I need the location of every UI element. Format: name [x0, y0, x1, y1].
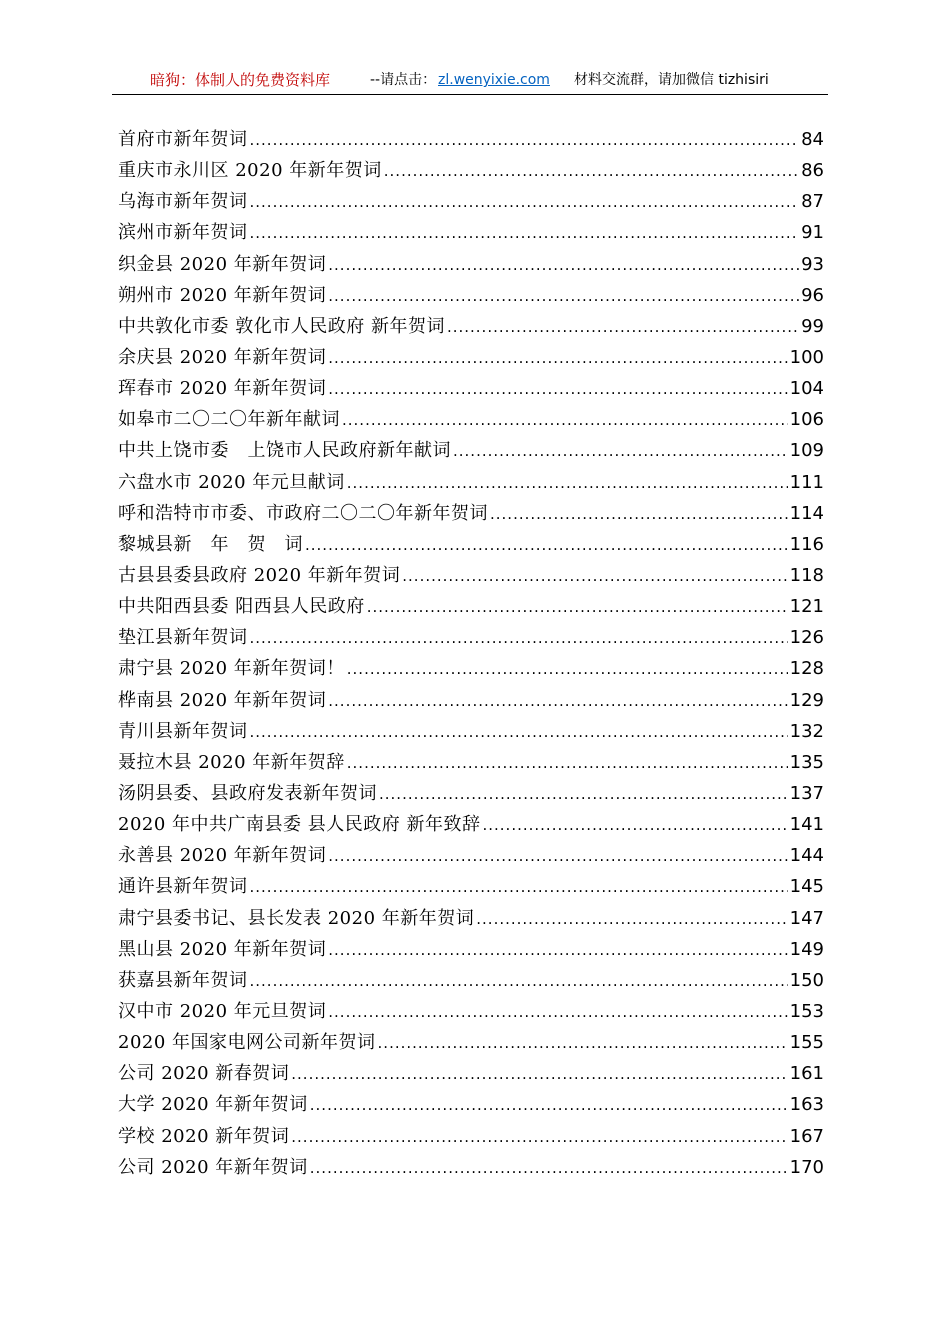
toc-entry-title: 中共敦化市委 敦化市人民政府 新年贺词 — [118, 315, 445, 337]
toc-entry-title: 余庆县 2020 年新年贺词 — [118, 346, 327, 368]
toc-entry-title: 肃宁县 2020 年新年贺词！ — [118, 658, 345, 680]
page-header — [112, 70, 828, 95]
toc-entry-title: 肃宁县委书记、县长发表 2020 年新年贺词 — [118, 907, 475, 929]
toc-leader-dots — [328, 841, 787, 872]
toc-entry[interactable] — [118, 342, 824, 373]
toc-entry[interactable] — [118, 560, 824, 591]
toc-leader-dots — [347, 654, 788, 685]
toc-entry-page-number: 129 — [789, 689, 824, 711]
toc-entry[interactable] — [118, 1089, 824, 1120]
toc-leader-dots — [453, 436, 788, 467]
toc-entry-title: 桦南县 2020 年新年贺词 — [118, 689, 327, 711]
toc-entry-page-number: 86 — [801, 160, 824, 182]
toc-leader-dots — [250, 218, 800, 249]
toc-entry-page-number: 104 — [789, 378, 824, 400]
toc-entry[interactable] — [118, 622, 824, 653]
toc-entry[interactable] — [118, 1152, 824, 1183]
header-site-link[interactable]: zl.wenyixie.com — [438, 72, 550, 88]
toc-entry-page-number: 153 — [789, 1000, 824, 1022]
toc-entry-title: 大学 2020 年新年贺词 — [118, 1094, 308, 1116]
toc-entry-page-number: 128 — [789, 658, 824, 680]
toc-entry-page-number: 111 — [789, 471, 824, 493]
toc-entry-title: 聂拉木县 2020 年新年贺辞 — [118, 751, 345, 773]
toc-entry-page-number: 167 — [789, 1125, 824, 1147]
toc-entry-page-number: 109 — [789, 440, 824, 462]
toc-entry[interactable] — [118, 404, 824, 435]
toc-entry-page-number: 87 — [801, 191, 824, 213]
toc-entry-page-number: 121 — [789, 596, 824, 618]
toc-entry[interactable] — [118, 529, 824, 560]
toc-leader-dots — [250, 872, 788, 903]
toc-entry[interactable] — [118, 186, 824, 217]
toc-entry-title: 青川县新年贺词 — [118, 720, 248, 742]
toc-leader-dots — [291, 1059, 787, 1090]
toc-entry-page-number: 84 — [801, 129, 824, 150]
toc-entry[interactable] — [118, 809, 824, 840]
toc-entry[interactable] — [118, 1121, 824, 1152]
toc-entry-title: 公司 2020 年新年贺词 — [118, 1156, 308, 1178]
toc-entry-page-number: 126 — [789, 627, 824, 649]
toc-leader-dots — [310, 1153, 788, 1184]
toc-leader-dots — [328, 374, 787, 405]
toc-entry[interactable] — [118, 903, 824, 934]
toc-entry[interactable] — [118, 155, 824, 186]
toc-entry-title: 汤阴县委、县政府发表新年贺词 — [118, 782, 377, 804]
toc-leader-dots — [250, 717, 788, 748]
toc-entry-title: 2020 年中共广南县委 县人民政府 新年致辞 — [118, 814, 481, 836]
toc-entry[interactable] — [118, 498, 824, 529]
toc-entry-page-number: 96 — [801, 284, 824, 306]
toc-leader-dots — [250, 966, 788, 997]
toc-entry[interactable] — [118, 1058, 824, 1089]
toc-entry[interactable] — [118, 249, 824, 280]
toc-entry-title: 获嘉县新年贺词 — [118, 969, 248, 991]
toc-leader-dots — [250, 125, 800, 156]
toc-leader-dots — [476, 904, 787, 935]
toc-leader-dots — [328, 250, 799, 281]
toc-entry[interactable] — [118, 280, 824, 311]
toc-leader-dots — [384, 156, 799, 187]
toc-leader-dots — [378, 1028, 788, 1059]
toc-entry-title: 古县县委县政府 2020 年新年贺词 — [118, 564, 401, 586]
toc-entry-title: 汉中市 2020 年元旦贺词 — [118, 1000, 327, 1022]
toc-entry-title: 如皋市二〇二〇年新年献词 — [118, 409, 340, 431]
toc-leader-dots — [328, 935, 787, 966]
toc-leader-dots — [291, 1122, 787, 1153]
toc-entry[interactable] — [118, 840, 824, 871]
toc-entry-page-number: 118 — [789, 564, 824, 586]
toc-entry[interactable] — [118, 996, 824, 1027]
toc-entry-page-number: 163 — [789, 1094, 824, 1116]
toc-entry-page-number: 144 — [789, 845, 824, 867]
toc-entry[interactable] — [118, 435, 824, 466]
toc-leader-dots — [379, 779, 788, 810]
toc-entry-title: 学校 2020 新年贺词 — [118, 1125, 290, 1147]
toc-entry-page-number: 93 — [801, 253, 824, 275]
toc-entry-page-number: 161 — [789, 1063, 824, 1085]
toc-entry[interactable] — [118, 311, 824, 342]
toc-entry-title: 垫江县新年贺词 — [118, 627, 248, 649]
toc-leader-dots — [250, 187, 800, 218]
toc-entry-page-number: 170 — [789, 1156, 824, 1178]
toc-leader-dots — [490, 499, 788, 530]
toc-entry-title: 六盘水市 2020 年元旦献词 — [118, 471, 345, 493]
toc-entry-title: 朔州市 2020 年新年贺词 — [118, 284, 327, 306]
toc-entry-title: 珲春市 2020 年新年贺词 — [118, 378, 327, 400]
toc-entry[interactable] — [118, 965, 824, 996]
toc-entry[interactable] — [118, 653, 824, 684]
toc-entry-title: 通许县新年贺词 — [118, 876, 248, 898]
toc-leader-dots — [482, 810, 787, 841]
toc-entry[interactable] — [118, 716, 824, 747]
toc-entry-page-number: 116 — [789, 533, 824, 555]
toc-entry-page-number: 155 — [789, 1032, 824, 1054]
toc-leader-dots — [447, 312, 799, 343]
toc-entry-page-number: 141 — [789, 814, 824, 836]
toc-entry-page-number: 100 — [789, 346, 824, 368]
header-brand: 暗狗：体制人的免费资料库 — [150, 71, 331, 89]
toc-entry-page-number: 149 — [789, 938, 824, 960]
toc-leader-dots — [305, 530, 788, 561]
toc-entry-page-number: 99 — [801, 315, 824, 337]
toc-entry[interactable] — [118, 467, 824, 498]
toc-entry-title: 2020 年国家电网公司新年贺词 — [118, 1032, 376, 1054]
toc-entry-title: 黑山县 2020 年新年贺词 — [118, 938, 327, 960]
toc-entry-page-number: 132 — [789, 720, 824, 742]
toc-entry-page-number: 91 — [801, 222, 824, 244]
toc-entry[interactable] — [118, 124, 824, 155]
toc-leader-dots — [347, 748, 788, 779]
toc-entry-page-number: 145 — [789, 876, 824, 898]
toc-entry-title: 首府市新年贺词 — [118, 129, 248, 150]
toc-entry-page-number: 147 — [789, 907, 824, 929]
toc-leader-dots — [328, 686, 787, 717]
toc-leader-dots — [310, 1090, 788, 1121]
toc-leader-dots — [342, 405, 788, 436]
toc-leader-dots — [367, 592, 788, 623]
toc-leader-dots — [328, 997, 787, 1028]
toc-leader-dots — [347, 468, 788, 499]
toc-leader-dots — [402, 561, 787, 592]
table-of-contents — [118, 124, 824, 1183]
toc-leader-dots — [328, 281, 799, 312]
toc-entry[interactable] — [118, 1027, 824, 1058]
toc-entry-title: 乌海市新年贺词 — [118, 191, 248, 213]
toc-entry-title: 中共阳西县委 阳西县人民政府 — [118, 596, 365, 618]
toc-entry-page-number: 106 — [789, 409, 824, 431]
toc-entry[interactable] — [118, 747, 824, 778]
toc-entry-title: 织金县 2020 年新年贺词 — [118, 253, 327, 275]
toc-entry-title: 黎城县新 年 贺 词 — [118, 533, 303, 555]
toc-entry-title: 滨州市新年贺词 — [118, 222, 248, 244]
toc-leader-dots — [250, 623, 788, 654]
toc-entry[interactable] — [118, 871, 824, 902]
toc-entry-page-number: 137 — [789, 782, 824, 804]
toc-entry-title: 永善县 2020 年新年贺词 — [118, 845, 327, 867]
toc-entry[interactable] — [118, 778, 824, 809]
toc-entry-page-number: 150 — [789, 969, 824, 991]
header-click-prompt: --请点击： — [370, 72, 437, 88]
toc-entry-title: 呼和浩特市市委、市政府二〇二〇年新年贺词 — [118, 502, 488, 524]
toc-entry[interactable] — [118, 685, 824, 716]
header-group-note: 材料交流群，请加微信 tizhisiri — [574, 72, 769, 88]
toc-entry-title: 中共上饶市委 上饶市人民政府新年献词 — [118, 440, 451, 462]
toc-entry-title: 公司 2020 新春贺词 — [118, 1063, 290, 1085]
toc-entry[interactable] — [118, 934, 824, 965]
toc-entry[interactable] — [118, 373, 824, 404]
toc-entry-title: 重庆市永川区 2020 年新年贺词 — [118, 160, 382, 182]
toc-entry-page-number: 114 — [789, 502, 824, 524]
toc-entry-page-number: 135 — [789, 751, 824, 773]
toc-entry[interactable] — [118, 591, 824, 622]
toc-leader-dots — [328, 343, 787, 374]
toc-entry[interactable] — [118, 217, 824, 248]
